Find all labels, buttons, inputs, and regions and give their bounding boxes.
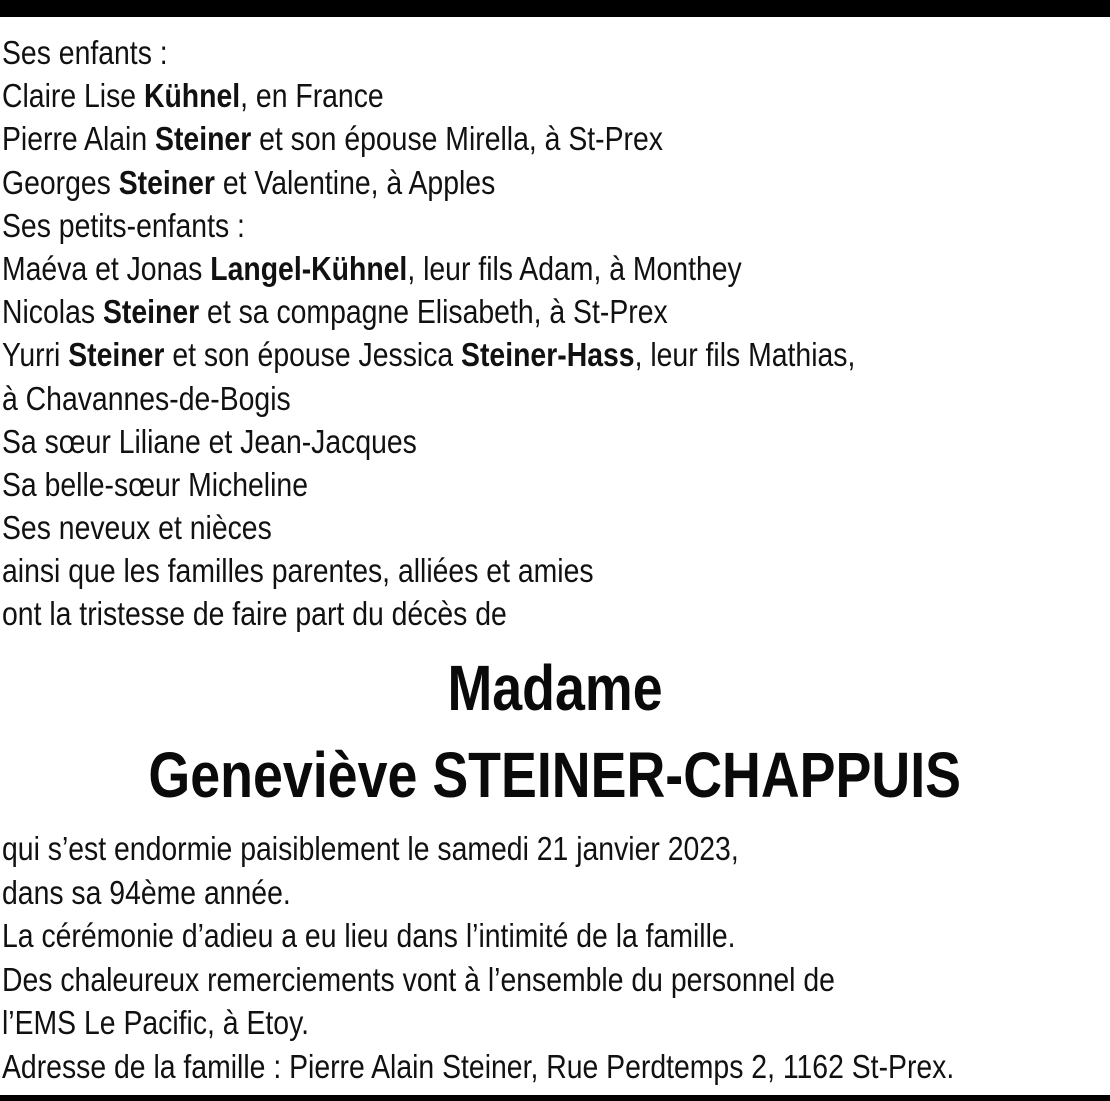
family-line (2, 117, 855, 160)
family-name: Steiner (102, 293, 200, 331)
family-line (2, 74, 855, 117)
family-line (2, 31, 855, 74)
family-line (2, 420, 855, 463)
closing-line (2, 1045, 954, 1089)
line-text: l’EMS Le Pacific, à Etoy. (2, 1004, 310, 1041)
headline-title (0, 653, 1110, 723)
deceased-name (0, 740, 1110, 810)
line-text: , leur fils Adam, à Monthey (407, 249, 742, 287)
line-text: ont la tristesse de faire part du décès de (2, 595, 507, 633)
family-line (2, 463, 855, 506)
line-text: dans sa 94ème année. (2, 873, 291, 911)
line-text: et Valentine, à Apples (214, 163, 496, 201)
top-border-rule (0, 0, 1110, 17)
line-text: ainsi que les familles parentes, alliées et amies (2, 552, 594, 590)
family-line (2, 506, 855, 549)
family-name: Steiner (118, 163, 215, 201)
closing-line (2, 958, 954, 1002)
closing-line (2, 827, 954, 871)
family-name: Steiner (155, 120, 252, 158)
family-name: Kühnel (143, 77, 241, 115)
line-text: Claire Lise (2, 77, 144, 115)
deceased-name-text: Geneviève STEINER-CHAPPUIS (148, 739, 962, 811)
line-text: et sa compagne Elisabeth, à St-Prex (199, 293, 668, 331)
line-text: Ses neveux et nièces (2, 509, 272, 547)
family-line (2, 592, 855, 635)
headline-title-text: Madame (447, 652, 663, 724)
line-text: Des chaleureux remerciements vont à l’ensemble du personnel de (2, 960, 835, 998)
announcement-closing (2, 827, 954, 1088)
family-list (2, 31, 855, 636)
family-line (2, 377, 855, 420)
line-text: , en France (240, 77, 384, 115)
line-text: Maéva et Jonas (2, 249, 211, 287)
line-text: et son épouse Mirella, à St-Prex (251, 120, 663, 158)
line-text: Nicolas (2, 293, 103, 331)
family-line (2, 204, 855, 247)
line-text: Adresse de la famille : Pierre Alain Steiner, Rue Perdtemps 2, 1162 St-Prex. (2, 1047, 955, 1085)
family-line (2, 247, 855, 290)
family-name: Steiner-Hass (461, 336, 635, 374)
line-text: , leur fils Mathias, (634, 336, 856, 374)
closing-line (2, 914, 954, 958)
closing-line (2, 871, 954, 915)
line-text: Yurri (2, 336, 69, 374)
line-text: Sa sœur Liliane et Jean-Jacques (2, 422, 417, 460)
family-name: Steiner (68, 336, 165, 374)
family-line (2, 333, 855, 376)
line-text: La cérémonie d’adieu a eu lieu dans l’intimité de la famille. (2, 917, 736, 954)
closing-line (2, 1001, 954, 1045)
line-text: Pierre Alain (2, 120, 156, 158)
line-text: Ses petits-enfants : (2, 206, 245, 244)
family-line (2, 161, 855, 204)
family-name: Langel-Kühnel (210, 249, 408, 287)
line-text: qui s’est endormie paisiblement le samedi 21 janvier 2023, (2, 830, 739, 867)
line-text: Sa belle-sœur Micheline (2, 465, 308, 503)
line-text: à Chavannes-de-Bogis (2, 379, 291, 417)
bottom-border-rule (0, 1095, 1110, 1101)
family-line (2, 290, 855, 333)
line-text: et son épouse Jessica (164, 336, 462, 374)
family-line (2, 549, 855, 592)
line-text: Georges (2, 163, 119, 201)
line-text: Ses enfants : (2, 34, 168, 71)
